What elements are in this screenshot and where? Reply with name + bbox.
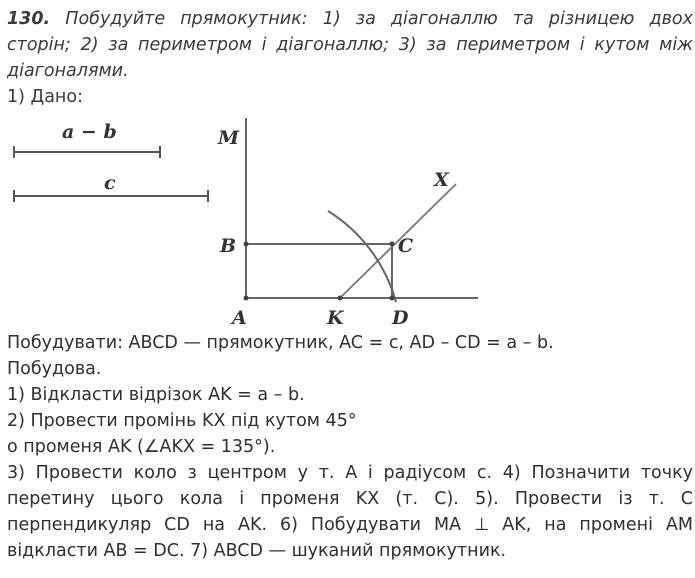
point-b (244, 242, 249, 247)
problem-line-2: сторін; 2) за периметром і діагоналлю; 3) за периметром і кутом між (7, 35, 693, 55)
problem-number: 130. (7, 9, 51, 29)
segment-a-minus-b-label: a − b (62, 121, 117, 143)
solution-step-2a: 2) Провести промінь KX під кутом 45° (7, 411, 357, 431)
solution-step-3b: перетину цього кола і променя KX (т. C). 5). Провести із т. C (7, 489, 693, 509)
segment-a-minus-b (14, 146, 160, 158)
segment-c-label: c (104, 172, 116, 194)
problem-line-1: 130. Побудуйте прямокутник: 1) за діагоналлю та різницею двох (7, 9, 693, 29)
solution-step-3d: відкласти AB = DC. 7) ABCD — шуканий прямокутник. (7, 541, 507, 561)
construction-figure (0, 110, 695, 330)
label-m: M (218, 127, 240, 149)
label-a: A (232, 307, 247, 329)
label-c: C (398, 235, 414, 257)
solution-step-3a: 3) Провести коло з центром у т. A і радіусом c. 4) Позначити точку (7, 463, 693, 483)
problem-line-3: діагоналями. (7, 61, 129, 81)
point-a (244, 296, 249, 301)
solution-step-3c: перпендикуляр CD на AK. 6) Побудувати MA ⊥ AK, на промені AM (7, 515, 693, 535)
solution-step-2b: о променя AK (∠AKX = 135°). (7, 437, 276, 457)
label-d: D (392, 307, 409, 329)
label-b: B (220, 235, 237, 257)
solution-find: Побудувати: ABCD — прямокутник, AC = c, AD – CD = a – b. (7, 333, 554, 353)
solution-step-1: 1) Відкласти відрізок AK = a – b. (7, 385, 305, 405)
given-label: 1) Дано: (7, 87, 83, 107)
label-k: K (327, 307, 344, 329)
problem-statement (7, 6, 693, 84)
arc-radius-c (328, 211, 396, 302)
solution-construction-heading: Побудова. (7, 359, 102, 379)
solution (7, 330, 693, 564)
point-c (390, 242, 395, 247)
point-k (338, 296, 343, 301)
label-x: X (434, 169, 449, 191)
point-d (390, 296, 395, 301)
